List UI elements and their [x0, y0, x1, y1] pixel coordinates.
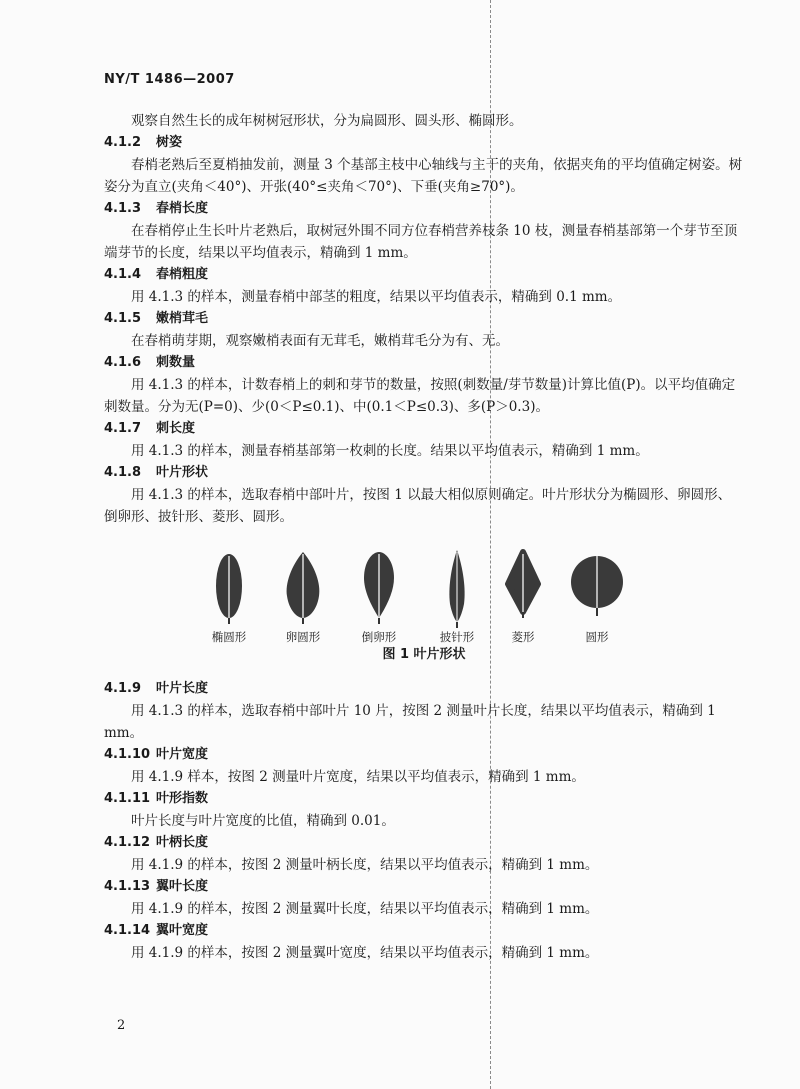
section-title: 叶柄长度 — [156, 835, 209, 850]
section-text: 用 4.1.9 的样本，按图 2 测量翼叶长度，结果以平均值表示，精确到 1 mm。 — [131, 901, 599, 917]
lanceolate-leaf-icon — [422, 548, 492, 628]
section-4-1-10 — [104, 744, 744, 788]
section-text: 用 4.1.3 的样本，计数春梢上的刺和芽节的数量，按照(刺数量/芽节数量)计算比值(P)。以平均值确定刺数量。分为无(P=0)、少(0＜P≤0.1)、中(0.1＜P≤0.3)、多(P＞0.3)。 — [104, 377, 736, 415]
leaf-label-ovate: 卵圆形 — [285, 630, 321, 644]
leaf-label-obovate: 倒卵形 — [361, 630, 397, 644]
leaf-label-elliptic: 椭圆形 — [211, 630, 247, 644]
ovate-leaf-icon — [268, 548, 338, 624]
section-number: 4.1.3 — [104, 201, 142, 216]
section-text: 在春梢停止生长叶片老熟后，取树冠外围不同方位春梢营养枝条 10 枝，测量春梢基部第一个芽节至顶端芽节的长度，结果以平均值表示，精确到 1 mm。 — [104, 223, 738, 261]
section-text: 春梢老熟后至夏梢抽发前，测量 3 个基部主枝中心轴线与主干的夹角，依据夹角的平均值确定树姿。树姿分为直立(夹角＜40°)、开张(40°≤夹角＜70°)、下垂(夹角≥70°)。 — [104, 157, 743, 195]
section-number: 4.1.2 — [104, 135, 142, 150]
section-number: 4.1.7 — [104, 421, 142, 436]
intro-paragraph: 观察自然生长的成年树树冠形状，分为扁圆形、圆头形、椭圆形。 — [131, 113, 523, 129]
section-title: 叶片宽度 — [156, 747, 209, 762]
section-text: 在春梢萌芽期，观察嫩梢表面有无茸毛，嫩梢茸毛分为有、无。 — [131, 333, 509, 349]
section-title: 春梢长度 — [156, 201, 209, 216]
leaf-label-round: 圆形 — [585, 630, 609, 644]
section-number: 4.1.6 — [104, 355, 142, 370]
leaf-shape-figure — [104, 542, 744, 644]
section-4-1-2 — [104, 132, 744, 198]
section-4-1-6 — [104, 352, 744, 418]
round-leaf-icon — [562, 548, 632, 618]
section-text: 用 4.1.3 的样本，选取春梢中部叶片，按图 1 以最大相似原则确定。叶片形状分为椭圆形、卵圆形、倒卵形、披针形、菱形、圆形。 — [104, 487, 732, 525]
rhombic-leaf-icon — [488, 548, 558, 618]
section-number: 4.1.9 — [104, 681, 142, 696]
section-title: 叶片长度 — [156, 681, 209, 696]
obovate-leaf-icon — [344, 548, 414, 624]
section-number: 4.1.14 — [104, 923, 151, 938]
section-text: 用 4.1.3 的样本，选取春梢中部叶片 10 片，按图 2 测量叶片长度，结果以平均值表示，精确到 1 mm。 — [104, 703, 716, 741]
section-number: 4.1.8 — [104, 465, 142, 480]
section-title: 嫩梢茸毛 — [156, 311, 209, 326]
section-title: 树姿 — [156, 135, 183, 150]
section-number: 4.1.4 — [104, 267, 142, 282]
section-title: 翼叶宽度 — [156, 923, 209, 938]
section-title: 春梢粗度 — [156, 267, 209, 282]
section-text: 用 4.1.9 的样本，按图 2 测量叶柄长度，结果以平均值表示，精确到 1 mm。 — [131, 857, 599, 873]
section-number: 4.1.12 — [104, 835, 151, 850]
section-title: 刺长度 — [156, 421, 196, 436]
standard-code-header: NY/T 1486—2007 — [104, 72, 235, 87]
leaf-label-lanceolate: 披针形 — [439, 630, 475, 644]
section-4-1-9 — [104, 678, 744, 744]
section-number: 4.1.5 — [104, 311, 142, 326]
section-4-1-4 — [104, 264, 744, 308]
section-4-1-3 — [104, 198, 744, 264]
section-title: 叶形指数 — [156, 791, 209, 806]
section-text: 叶片长度与叶片宽度的比值，精确到 0.01。 — [131, 813, 395, 829]
section-text: 用 4.1.9 样本，按图 2 测量叶片宽度，结果以平均值表示，精确到 1 mm。 — [131, 769, 585, 785]
page-number: 2 — [117, 1018, 126, 1033]
section-title: 翼叶长度 — [156, 879, 209, 894]
leaf-label-rhombic: 菱形 — [511, 630, 535, 644]
elliptic-leaf-icon — [194, 548, 264, 624]
section-4-1-8 — [104, 462, 744, 528]
section-4-1-5 — [104, 308, 744, 352]
section-text: 用 4.1.9 的样本，按图 2 测量翼叶宽度，结果以平均值表示，精确到 1 mm。 — [131, 945, 599, 961]
figure-title: 图 1 叶片形状 — [382, 647, 466, 662]
section-text: 用 4.1.3 的样本，测量春梢中部茎的粗度，结果以平均值表示，精确到 0.1 mm。 — [131, 289, 622, 305]
section-4-1-7 — [104, 418, 744, 462]
section-4-1-14 — [104, 920, 744, 964]
section-4-1-13 — [104, 876, 744, 920]
section-4-1-12 — [104, 832, 744, 876]
section-number: 4.1.10 — [104, 747, 151, 762]
section-title: 刺数量 — [156, 355, 196, 370]
document-body — [104, 110, 744, 964]
section-text: 用 4.1.3 的样本，测量春梢基部第一枚刺的长度。结果以平均值表示，精确到 1 mm。 — [131, 443, 649, 459]
section-title: 叶片形状 — [156, 465, 209, 480]
section-number: 4.1.11 — [104, 791, 151, 806]
section-number: 4.1.13 — [104, 879, 151, 894]
section-4-1-11 — [104, 788, 744, 832]
